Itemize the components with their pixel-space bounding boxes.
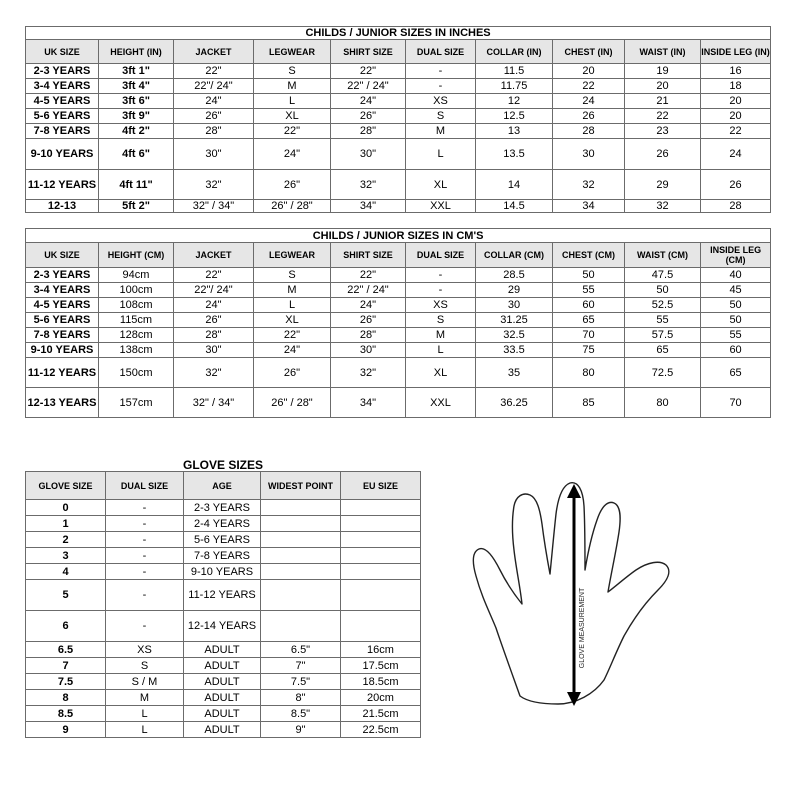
inches-header-cell: INSIDE LEG (IN) <box>701 40 771 64</box>
glove-cell <box>261 532 341 548</box>
inches-cell: 24" <box>331 94 406 109</box>
glove-row <box>26 690 421 706</box>
glove-cell <box>341 532 421 548</box>
inches-cell: 22" <box>254 124 331 139</box>
glove-cell: 7.5 <box>26 674 106 690</box>
cm-cell: 24" <box>331 298 406 313</box>
inches-cell: 24" <box>254 139 331 170</box>
cm-table-title: CHILDS / JUNIOR SIZES IN CM'S <box>26 229 771 243</box>
cm-cell: 65 <box>625 343 701 358</box>
cm-cell: 55 <box>553 283 625 298</box>
inches-cell: 12 <box>476 94 553 109</box>
cm-cell: 80 <box>625 388 701 418</box>
inches-cell: 22 <box>553 79 625 94</box>
cm-cell: 30" <box>331 343 406 358</box>
glove-cell: 2 <box>26 532 106 548</box>
inches-cell: 24 <box>553 94 625 109</box>
cm-cell: XS <box>406 298 476 313</box>
glove-cell <box>341 516 421 532</box>
inches-cell: 30" <box>331 139 406 170</box>
glove-header-row <box>26 472 421 500</box>
inches-header-cell: LEGWEAR <box>254 40 331 64</box>
glove-cell: ADULT <box>184 706 261 722</box>
inches-cell: 11-12 YEARS <box>26 170 99 200</box>
glove-cell: 9-10 YEARS <box>184 564 261 580</box>
glove-header-cell: EU SIZE <box>341 472 421 500</box>
inches-cell: L <box>406 139 476 170</box>
cm-header-cell: SHIRT SIZE <box>331 243 406 268</box>
glove-cell <box>261 580 341 611</box>
cm-cell: 60 <box>701 343 771 358</box>
cm-cell: 72.5 <box>625 358 701 388</box>
cm-header-cell: JACKET <box>174 243 254 268</box>
inches-table-title: CHILDS / JUNIOR SIZES IN INCHES <box>26 27 771 40</box>
glove-row <box>26 611 421 642</box>
glove-cell: 9 <box>26 722 106 738</box>
glove-cell <box>261 548 341 564</box>
cm-row <box>26 283 771 298</box>
cm-cell: 94cm <box>99 268 174 283</box>
glove-cell: 1 <box>26 516 106 532</box>
glove-cell: 8.5 <box>26 706 106 722</box>
inches-cell: 32" <box>331 170 406 200</box>
inches-cell: 21 <box>625 94 701 109</box>
cm-header-cell: DUAL SIZE <box>406 243 476 268</box>
cm-cell: 150cm <box>99 358 174 388</box>
cm-cell: 75 <box>553 343 625 358</box>
inches-cell: 28" <box>331 124 406 139</box>
cm-cell: 28" <box>174 328 254 343</box>
cm-cell: 35 <box>476 358 553 388</box>
cm-cell: 50 <box>701 313 771 328</box>
glove-row <box>26 548 421 564</box>
glove-cell: 8" <box>261 690 341 706</box>
cm-cell: 3-4 YEARS <box>26 283 99 298</box>
inches-cell: 20 <box>625 79 701 94</box>
cm-cell: 29 <box>476 283 553 298</box>
cm-row <box>26 388 771 418</box>
glove-cell: 6.5 <box>26 642 106 658</box>
cm-header-cell: INSIDE LEG (CM) <box>701 243 771 268</box>
cm-cell: L <box>254 298 331 313</box>
inches-cell: 30" <box>174 139 254 170</box>
glove-cell: 4 <box>26 564 106 580</box>
cm-cell: 115cm <box>99 313 174 328</box>
inches-cell: 3ft 9" <box>99 109 174 124</box>
cm-cell: 22"/ 24" <box>174 283 254 298</box>
glove-measurement-label: GLOVE MEASUREMENT <box>579 587 586 669</box>
glove-cell <box>341 500 421 516</box>
cm-cell: 52.5 <box>625 298 701 313</box>
cm-cell: 85 <box>553 388 625 418</box>
inches-cell: 12.5 <box>476 109 553 124</box>
glove-cell: - <box>106 500 184 516</box>
glove-cell: 7.5" <box>261 674 341 690</box>
inches-cell: 32" <box>174 170 254 200</box>
inches-cell: 22"/ 24" <box>174 79 254 94</box>
cm-header-cell: UK SIZE <box>26 243 99 268</box>
inches-cell: XL <box>254 109 331 124</box>
inches-row <box>26 79 771 94</box>
glove-cell: 8 <box>26 690 106 706</box>
inches-cell: 14 <box>476 170 553 200</box>
inches-cell: - <box>406 64 476 79</box>
inches-row <box>26 124 771 139</box>
glove-cell <box>261 516 341 532</box>
inches-cell: 7-8 YEARS <box>26 124 99 139</box>
inches-header-cell: CHEST (IN) <box>553 40 625 64</box>
inches-cell: 28" <box>174 124 254 139</box>
glove-cell: 7-8 YEARS <box>184 548 261 564</box>
glove-cell: 17.5cm <box>341 658 421 674</box>
inches-cell: 13 <box>476 124 553 139</box>
cm-cell: 22" <box>331 268 406 283</box>
inches-cell: 2-3 YEARS <box>26 64 99 79</box>
glove-cell: ADULT <box>184 674 261 690</box>
inches-row <box>26 94 771 109</box>
glove-cell: 6 <box>26 611 106 642</box>
glove-cell: 18.5cm <box>341 674 421 690</box>
glove-cell: - <box>106 564 184 580</box>
glove-cell: - <box>106 611 184 642</box>
glove-row <box>26 722 421 738</box>
inches-cell: 9-10 YEARS <box>26 139 99 170</box>
cm-cell: 70 <box>701 388 771 418</box>
cm-cell: S <box>254 268 331 283</box>
inches-cell: S <box>406 109 476 124</box>
inches-cell: XS <box>406 94 476 109</box>
inches-cell: 13.5 <box>476 139 553 170</box>
inches-cell: 3ft 6" <box>99 94 174 109</box>
inches-row <box>26 200 771 213</box>
glove-cell: 8.5" <box>261 706 341 722</box>
glove-row <box>26 516 421 532</box>
glove-cell: - <box>106 532 184 548</box>
inches-header-cell: DUAL SIZE <box>406 40 476 64</box>
cm-cell: XL <box>406 358 476 388</box>
inches-cell: 26" <box>331 109 406 124</box>
cm-cell: 28" <box>331 328 406 343</box>
cm-cell: M <box>406 328 476 343</box>
inches-header-cell: HEIGHT (IN) <box>99 40 174 64</box>
glove-cell: 5-6 YEARS <box>184 532 261 548</box>
cm-cell: 50 <box>553 268 625 283</box>
cm-cell: 108cm <box>99 298 174 313</box>
hand-outline <box>473 483 669 704</box>
glove-cell <box>261 564 341 580</box>
inches-cell: S <box>254 64 331 79</box>
inches-cell: 32 <box>553 170 625 200</box>
cm-header-cell: COLLAR (CM) <box>476 243 553 268</box>
glove-cell <box>341 611 421 642</box>
inches-cell: 22 <box>701 124 771 139</box>
cm-cell: 47.5 <box>625 268 701 283</box>
cm-cell: 22" <box>254 328 331 343</box>
inches-cell: 20 <box>553 64 625 79</box>
cm-cell: 7-8 YEARS <box>26 328 99 343</box>
cm-cell: 138cm <box>99 343 174 358</box>
cm-cell: 33.5 <box>476 343 553 358</box>
glove-cell: L <box>106 706 184 722</box>
cm-header-cell: WAIST (CM) <box>625 243 701 268</box>
inches-cell: 22 <box>625 109 701 124</box>
glove-cell: S <box>106 658 184 674</box>
glove-cell: 22.5cm <box>341 722 421 738</box>
glove-row <box>26 580 421 611</box>
glove-cell <box>341 548 421 564</box>
cm-cell: 65 <box>553 313 625 328</box>
glove-header-cell: DUAL SIZE <box>106 472 184 500</box>
cm-cell: 11-12 YEARS <box>26 358 99 388</box>
cm-cell: 65 <box>701 358 771 388</box>
inches-cell: 32 <box>625 200 701 213</box>
glove-row <box>26 500 421 516</box>
cm-cell: 50 <box>625 283 701 298</box>
cm-header-cell: HEIGHT (CM) <box>99 243 174 268</box>
inches-cell: 20 <box>701 109 771 124</box>
glove-cell: S / M <box>106 674 184 690</box>
cm-cell: 32" <box>174 358 254 388</box>
cm-cell: 26" / 28" <box>254 388 331 418</box>
inches-cell: XL <box>406 170 476 200</box>
inches-cell: 4ft 2" <box>99 124 174 139</box>
inches-cell: L <box>254 94 331 109</box>
glove-cell: 0 <box>26 500 106 516</box>
cm-size-table <box>25 228 771 418</box>
cm-cell: 157cm <box>99 388 174 418</box>
inches-row <box>26 64 771 79</box>
inches-cell: 22" <box>174 64 254 79</box>
glove-cell: ADULT <box>184 658 261 674</box>
glove-cell: 16cm <box>341 642 421 658</box>
cm-cell: 80 <box>553 358 625 388</box>
glove-row <box>26 706 421 722</box>
cm-cell: XXL <box>406 388 476 418</box>
glove-cell: 12-14 YEARS <box>184 611 261 642</box>
glove-cell: - <box>106 516 184 532</box>
glove-cell <box>261 611 341 642</box>
cm-cell: 4-5 YEARS <box>26 298 99 313</box>
cm-cell: 50 <box>701 298 771 313</box>
glove-table-title: GLOVE SIZES <box>183 458 264 472</box>
cm-cell: 2-3 YEARS <box>26 268 99 283</box>
glove-cell <box>341 580 421 611</box>
inches-cell: M <box>406 124 476 139</box>
glove-cell <box>341 564 421 580</box>
inches-cell: 11.5 <box>476 64 553 79</box>
glove-cell: XS <box>106 642 184 658</box>
cm-cell: 32.5 <box>476 328 553 343</box>
cm-cell: 40 <box>701 268 771 283</box>
glove-cell: - <box>106 548 184 564</box>
glove-row <box>26 564 421 580</box>
glove-cell: ADULT <box>184 642 261 658</box>
cm-row <box>26 343 771 358</box>
inches-row <box>26 170 771 200</box>
inches-cell: 26 <box>625 139 701 170</box>
inches-cell: 22" <box>331 64 406 79</box>
cm-cell: 5-6 YEARS <box>26 313 99 328</box>
glove-cell: 5 <box>26 580 106 611</box>
inches-header-cell: UK SIZE <box>26 40 99 64</box>
glove-cell: 21.5cm <box>341 706 421 722</box>
inches-cell: 22" / 24" <box>331 79 406 94</box>
cm-cell: 30 <box>476 298 553 313</box>
cm-cell: 60 <box>553 298 625 313</box>
glove-row <box>26 532 421 548</box>
inches-cell: 32" / 34" <box>174 200 254 213</box>
glove-header-cell: GLOVE SIZE <box>26 472 106 500</box>
inches-cell: 5-6 YEARS <box>26 109 99 124</box>
glove-cell: 7" <box>261 658 341 674</box>
inches-cell: 29 <box>625 170 701 200</box>
cm-cell: 32" / 34" <box>174 388 254 418</box>
glove-header-cell: AGE <box>184 472 261 500</box>
inches-cell: 34" <box>331 200 406 213</box>
cm-cell: XL <box>254 313 331 328</box>
cm-cell: 24" <box>174 298 254 313</box>
inches-cell: 23 <box>625 124 701 139</box>
inches-cell: 20 <box>701 94 771 109</box>
glove-cell <box>261 500 341 516</box>
inches-cell: 26 <box>701 170 771 200</box>
inches-cell: M <box>254 79 331 94</box>
cm-cell: 26" <box>174 313 254 328</box>
cm-cell: 55 <box>701 328 771 343</box>
cm-cell: S <box>406 313 476 328</box>
cm-cell: 34" <box>331 388 406 418</box>
inches-cell: 3ft 4" <box>99 79 174 94</box>
cm-cell: 45 <box>701 283 771 298</box>
cm-cell: 12-13 YEARS <box>26 388 99 418</box>
inches-cell: 4ft 6" <box>99 139 174 170</box>
glove-cell: 6.5" <box>261 642 341 658</box>
cm-cell: 32" <box>331 358 406 388</box>
inches-header-cell: WAIST (IN) <box>625 40 701 64</box>
cm-cell: 55 <box>625 313 701 328</box>
glove-row <box>26 674 421 690</box>
inches-cell: 26" <box>174 109 254 124</box>
cm-cell: 30" <box>174 343 254 358</box>
cm-row <box>26 268 771 283</box>
glove-cell: ADULT <box>184 722 261 738</box>
inches-cell: 28 <box>553 124 625 139</box>
cm-cell: 31.25 <box>476 313 553 328</box>
inches-cell: 19 <box>625 64 701 79</box>
glove-cell: 2-3 YEARS <box>184 500 261 516</box>
cm-cell: M <box>254 283 331 298</box>
inches-header-cell: JACKET <box>174 40 254 64</box>
inches-cell: 3ft 1" <box>99 64 174 79</box>
inches-cell: 34 <box>553 200 625 213</box>
inches-cell: 12-13 <box>26 200 99 213</box>
glove-cell: 20cm <box>341 690 421 706</box>
inches-cell: 26" <box>254 170 331 200</box>
inches-cell: 24 <box>701 139 771 170</box>
inches-cell: 4ft 11" <box>99 170 174 200</box>
cm-cell: 26" <box>331 313 406 328</box>
cm-cell: 128cm <box>99 328 174 343</box>
glove-cell: 7 <box>26 658 106 674</box>
glove-cell: - <box>106 580 184 611</box>
cm-row <box>26 313 771 328</box>
cm-cell: 100cm <box>99 283 174 298</box>
inches-cell: 3-4 YEARS <box>26 79 99 94</box>
inches-cell: 26 <box>553 109 625 124</box>
inches-size-table <box>25 26 771 213</box>
glove-row <box>26 658 421 674</box>
cm-cell: 24" <box>254 343 331 358</box>
inches-header-row <box>26 40 771 64</box>
glove-cell: 2-4 YEARS <box>184 516 261 532</box>
glove-row <box>26 642 421 658</box>
inches-cell: 18 <box>701 79 771 94</box>
glove-cell: 11-12 YEARS <box>184 580 261 611</box>
cm-cell: - <box>406 283 476 298</box>
inches-cell: 16 <box>701 64 771 79</box>
cm-cell: 9-10 YEARS <box>26 343 99 358</box>
glove-cell: 3 <box>26 548 106 564</box>
glove-cell: L <box>106 722 184 738</box>
inches-cell: 28 <box>701 200 771 213</box>
inches-cell: - <box>406 79 476 94</box>
cm-cell: - <box>406 268 476 283</box>
cm-header-row <box>26 243 771 268</box>
inches-cell: 30 <box>553 139 625 170</box>
glove-header-cell: WIDEST POINT <box>261 472 341 500</box>
cm-cell: 70 <box>553 328 625 343</box>
inches-cell: 14.5 <box>476 200 553 213</box>
cm-cell: 28.5 <box>476 268 553 283</box>
cm-row <box>26 358 771 388</box>
cm-cell: 36.25 <box>476 388 553 418</box>
glove-cell: ADULT <box>184 690 261 706</box>
inches-cell: 26" / 28" <box>254 200 331 213</box>
inches-cell: XXL <box>406 200 476 213</box>
cm-cell: 26" <box>254 358 331 388</box>
inches-row <box>26 109 771 124</box>
cm-cell: L <box>406 343 476 358</box>
glove-size-table <box>25 471 421 738</box>
cm-row <box>26 298 771 313</box>
glove-cell: 9" <box>261 722 341 738</box>
inches-cell: 11.75 <box>476 79 553 94</box>
cm-header-cell: CHEST (CM) <box>553 243 625 268</box>
cm-cell: 22" / 24" <box>331 283 406 298</box>
cm-cell: 22" <box>174 268 254 283</box>
cm-cell: 57.5 <box>625 328 701 343</box>
inches-header-cell: COLLAR (IN) <box>476 40 553 64</box>
inches-cell: 24" <box>174 94 254 109</box>
cm-row <box>26 328 771 343</box>
inches-header-cell: SHIRT SIZE <box>331 40 406 64</box>
inches-row <box>26 139 771 170</box>
inches-cell: 4-5 YEARS <box>26 94 99 109</box>
hand-outline-icon <box>470 478 685 713</box>
cm-header-cell: LEGWEAR <box>254 243 331 268</box>
glove-cell: M <box>106 690 184 706</box>
inches-cell: 5ft 2" <box>99 200 174 213</box>
